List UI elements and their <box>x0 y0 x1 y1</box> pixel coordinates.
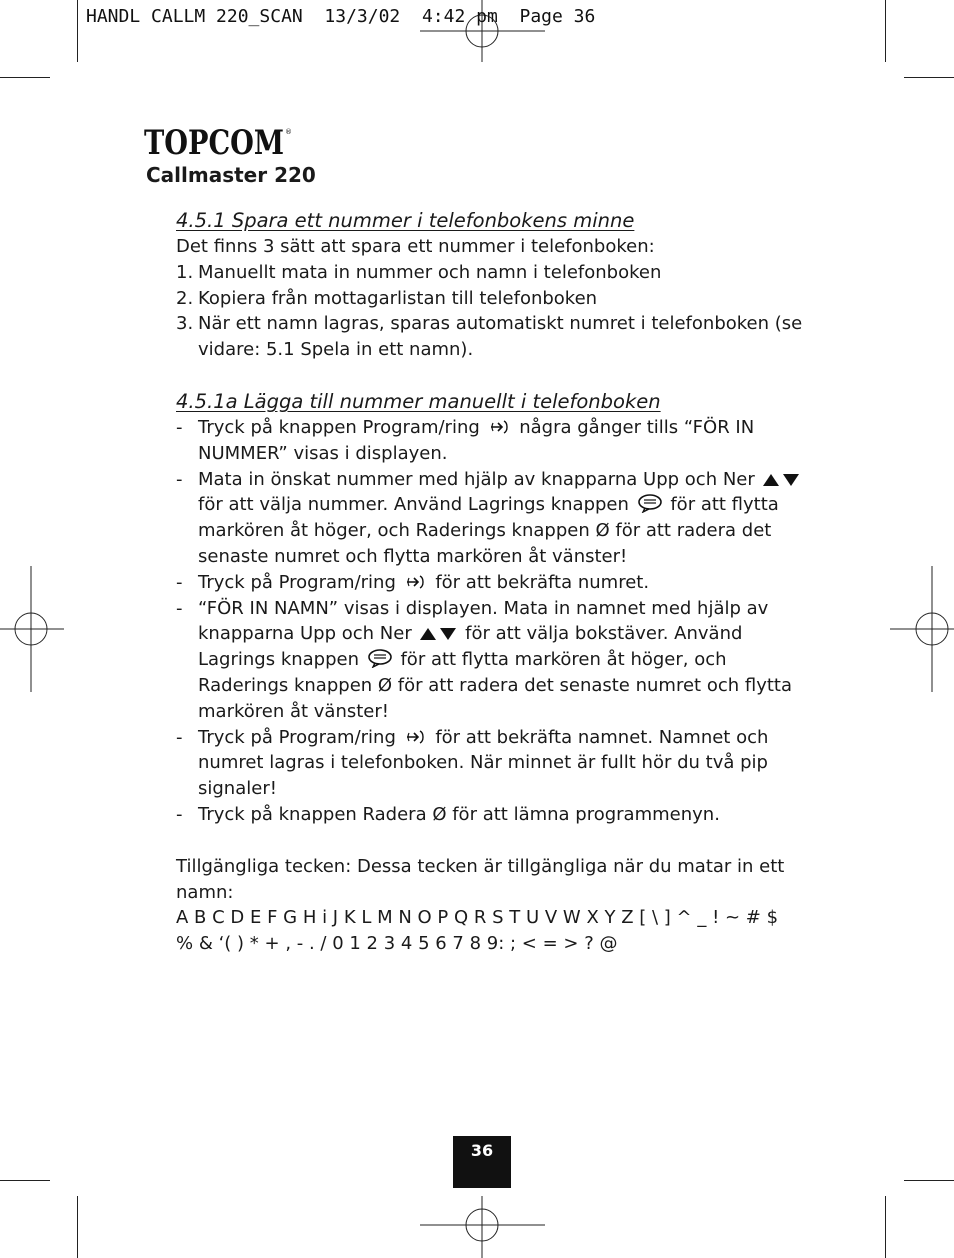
step-item: - “FÖR IN NAMN” visas i displayen. Mata in namnet med hjälp av knapparna Upp och Ner för att välja bokstäver. Använd Lagrings knappen för att flytta markören åt höger, och Raderings knappen Ø för att radera det senaste numret och flytta markören åt vänster! <box>176 597 792 722</box>
crop-mark-icon <box>885 1196 886 1258</box>
store-button-icon <box>637 493 663 513</box>
crop-mark-icon <box>885 0 886 62</box>
step-item: - Tryck på Program/ring för att bekräfta numret. <box>176 571 650 593</box>
step-item: - Tryck på Program/ring för att bekräfta namnet. Namnet och numret lagras i telefonboken. När minnet är fullt hör du två pip signaler! <box>176 726 769 800</box>
list-item: 1. Manuellt mata in nummer och namn i telefonboken <box>176 261 662 283</box>
list-item: 3. När ett namn lagras, sparas automatiskt numret i telefonboken (se vidare: 5.1 Spela in ett namn). <box>176 313 803 361</box>
print-slug: HANDL CALLM 220_SCAN 13/3/02 4:42 pm Page 36 <box>86 6 596 27</box>
crop-mark-icon <box>904 77 954 78</box>
crop-mark-icon <box>77 1196 78 1258</box>
page-number: 36 <box>453 1136 511 1188</box>
crop-mark-icon <box>904 1180 954 1181</box>
program-ring-icon <box>488 418 512 436</box>
section-heading: 4.5.1a Lägga till nummer manuellt i telefonboken <box>176 389 661 413</box>
step-item: - Mata in önskat nummer med hjälp av knapparna Upp och Ner för att välja nummer. Använd Lagrings knappen för att flytta markören åt höger, och Raderings knappen Ø för att radera det senaste numret och flytta markören åt vänster! <box>176 467 806 570</box>
list-item: 2. Kopiera från mottagarlistan till telefonboken <box>176 287 598 309</box>
section-heading: 4.5.1 Spara ett nummer i telefonbokens minne <box>176 209 635 232</box>
charset-line: % & ‘( ) * + , - . / 0 1 2 3 4 5 6 7 8 9: ; < = > ? @ <box>176 933 618 955</box>
crop-mark-icon <box>0 77 50 78</box>
step-item: - Tryck på knappen Program/ring några gånger tills “FÖR IN NUMMER” visas i displayen. <box>176 416 755 464</box>
charset-line: A B C D E F G H i J K L M N O P Q R S T U V W X Y Z [ \ ] ^ _ ! ~ # $ <box>176 907 779 929</box>
crop-mark-icon <box>77 0 78 62</box>
intro-text: Det finns 3 sätt att spara ett nummer i telefonboken: <box>176 236 655 257</box>
registration-mark-icon <box>890 566 954 692</box>
svg-text:TOPCOM: TOPCOM <box>144 124 284 160</box>
program-ring-icon <box>404 573 428 591</box>
store-button-icon <box>367 648 393 668</box>
model-title: Callmaster 220 <box>146 163 316 187</box>
available-characters-label: Tillgängliga tecken: Dessa tecken är tillgängliga när du matar in ett namn: <box>176 855 785 903</box>
program-ring-icon <box>404 728 428 746</box>
page-content <box>176 208 806 957</box>
svg-text:®: ® <box>285 128 292 136</box>
up-down-arrows-icon <box>419 626 457 642</box>
topcom-logo <box>144 124 294 160</box>
registration-mark-icon <box>420 1196 545 1258</box>
up-down-arrows-icon <box>762 472 800 488</box>
crop-mark-icon <box>0 1180 50 1181</box>
registration-mark-icon <box>0 566 64 692</box>
step-item: - Tryck på knappen Radera Ø för att lämna programmenyn. <box>176 803 720 825</box>
